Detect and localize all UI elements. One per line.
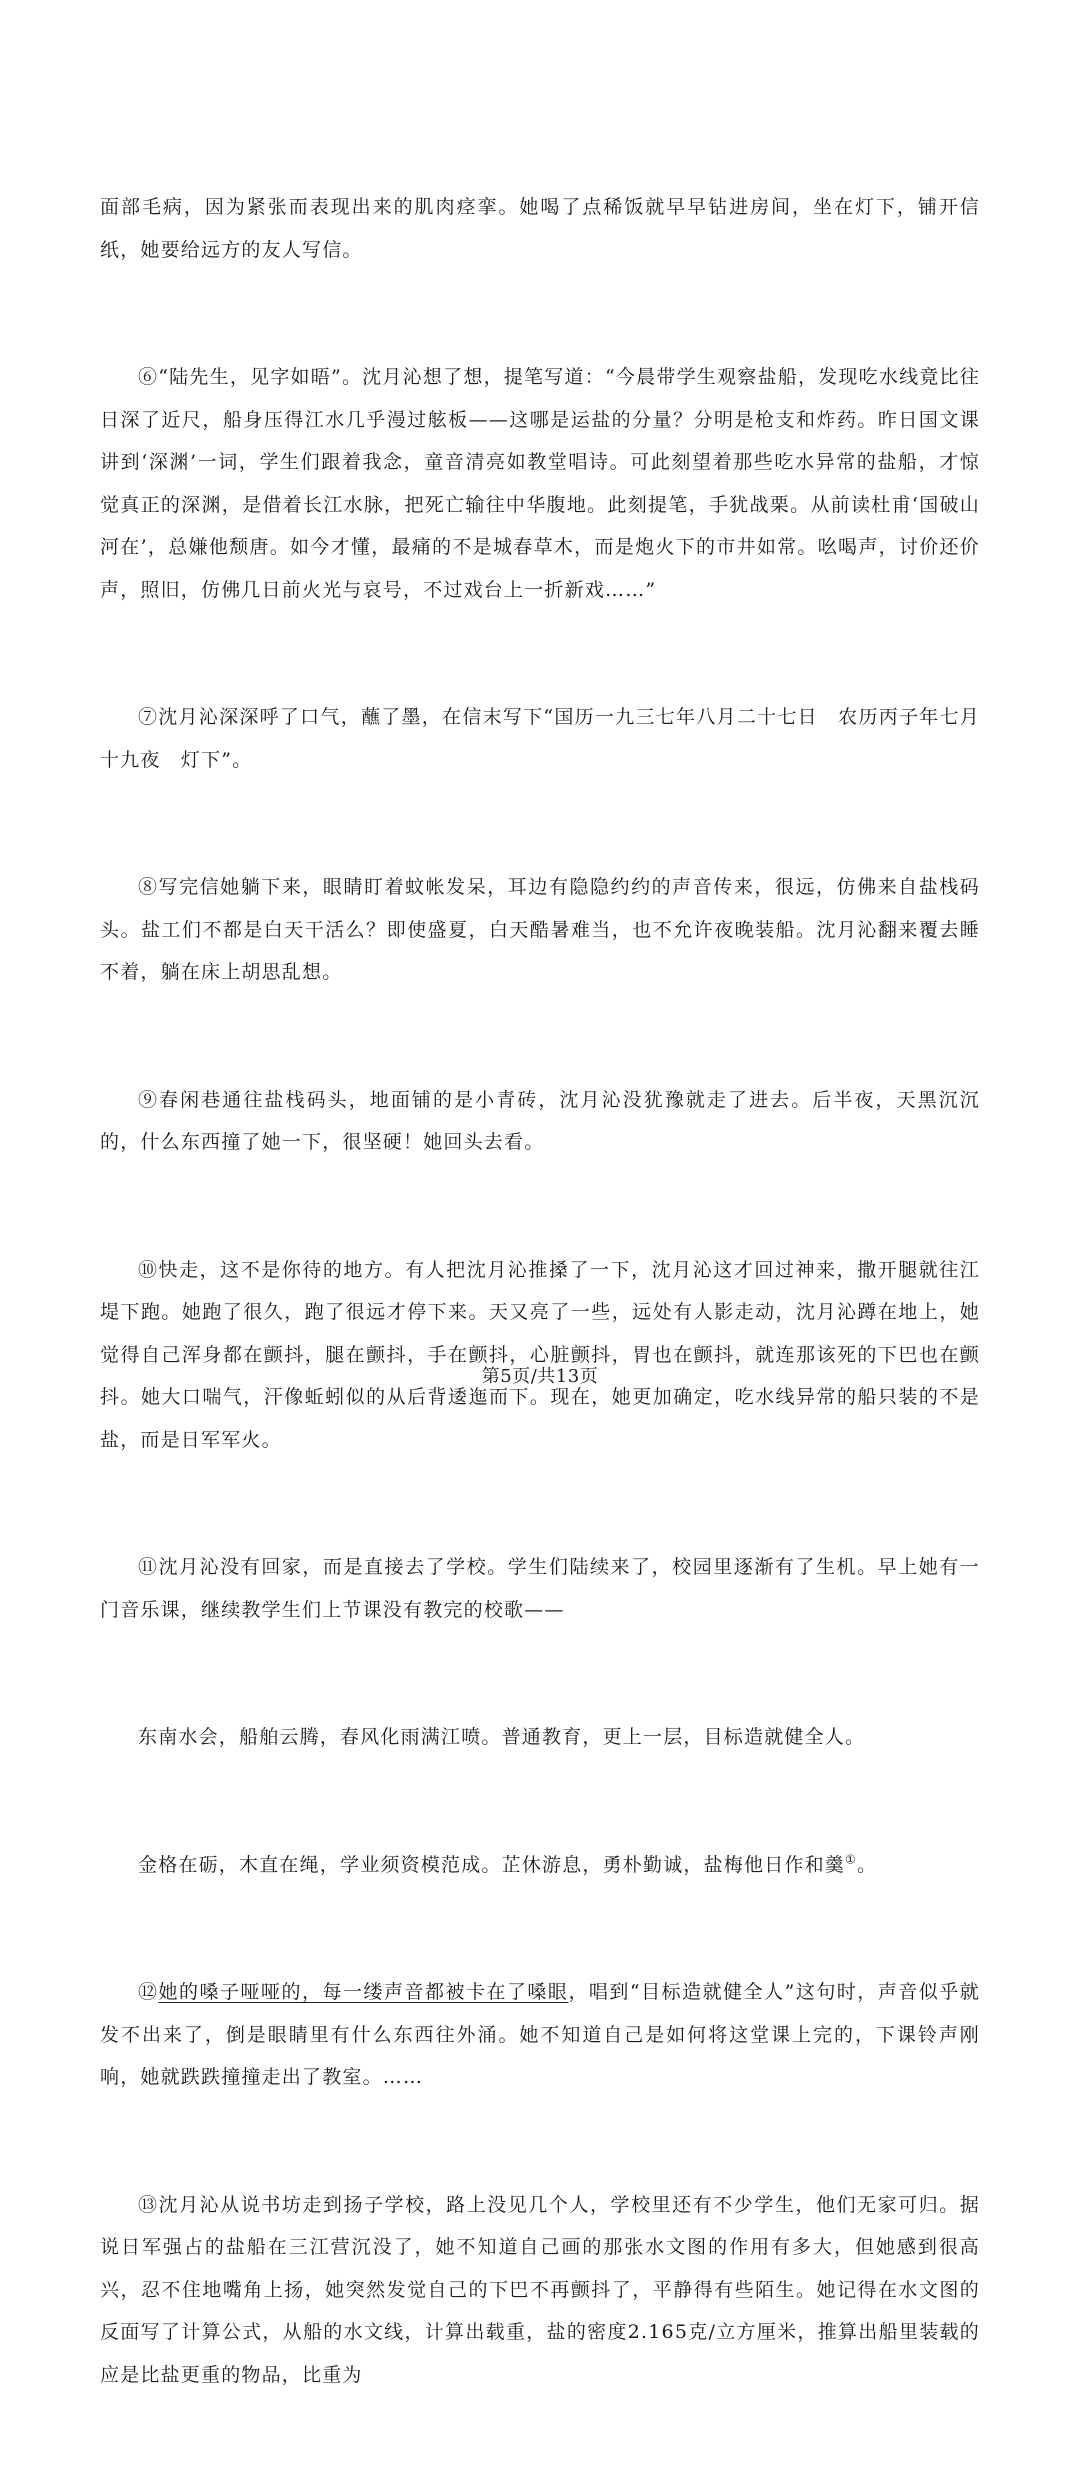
school-song-line-2-end: 。 bbox=[856, 1853, 878, 1876]
paragraph-9: ⑨春闲巷通往盐栈码头，地面铺的是小青砖，沈月沁没犹豫就走了进去。后半夜，天黑沉沉的，什么东西撞了她一下，很坚硬！她回头去看。 bbox=[100, 1088, 980, 1153]
paragraph-12-number: ⑫ bbox=[138, 1981, 159, 2003]
paragraph-12-rest: ，唱到“目标造就健全人”这句时，声音似乎就发不出来了，倒是眼睛里有什么东西往外涌。她不知道自己是如何将这堂课上完的，下课铃声刚响，她就跌跌撞撞走出了教室。…… bbox=[100, 1981, 980, 2088]
paragraph-11: ⑪沈月沁没有回家，而是直接去了学校。学生们陆续来了，校园里逐渐有了生机。早上她有一门音乐课，继续教学生们上节课没有教完的校歌—— bbox=[100, 1556, 980, 1621]
paragraph-12 bbox=[100, 1971, 980, 2099]
paragraph-6: ⑥“陆先生，见字如晤”。沈月沁想了想，提笔写道：“今晨带学生观察盐船，发现吃水线竟比往日深了近尺，船身压得江水几乎漫过舷板——这哪是运盐的分量？分明是枪支和炸药。昨日国文课讲到‘深渊’一词，学生们跟着我念，童音清亮如教堂唱诗。可此刻望着那些吃水异常的盐船，才惊觉真正的深渊，是借着长江水脉，把死亡输往中华腹地。此刻提笔，手犹战栗。从前读杜甫‘国破山河在’，总嫌他颓唐。如今才懂，最痛的不是城春草木，而是炮火下的市井如常。吆喝声，讨价还价声，照旧，仿佛几日前火光与哀号，不过戏台上一折新戏……” bbox=[100, 366, 980, 601]
footnote-marker: ① bbox=[845, 1852, 857, 1867]
paragraph-13: ⑬沈月沁从说书坊走到扬子学校，路上没见几个人，学校里还有不少学生，他们无家可归。据说日军强占的盐船在三江营沉没了，她不知道自己画的那张水文图的作用有多大，但她感到很高兴，忍不住地嘴角上扬，她突然发觉自己的下巴不再颤抖了，平静得有些陌生。她记得在水文图的反面写了计算公式，从船的水文线，计算出载重，盐的密度2.165克/立方厘米，推算出船里装载的应是比盐更重的物品，比重为 bbox=[100, 2193, 980, 2386]
school-song-line-1: 东南水会，船舶云腾，春风化雨满江喷。普通教育，更上一层，目标造就健全人。 bbox=[138, 1726, 866, 1748]
paragraph-8: ⑧写完信她躺下来，眼睛盯着蚊帐发呆，耳边有隐隐约约的声音传来，很远，仿佛来自盐栈码头。盐工们不都是白天干活么？即使盛夏，白天酷暑难当，也不允许夜晚装船。沈月沁翻来覆去睡不着，躺在床上胡思乱想。 bbox=[100, 876, 980, 983]
paragraph-5-continued: 面部毛病，因为紧张而表现出来的肌肉痉挛。她喝了点稀饭就早早钻进房间，坐在灯下，铺开信纸，她要给远方的友人写信。 bbox=[100, 196, 980, 261]
school-song-line-2 bbox=[100, 1844, 980, 1887]
body-text bbox=[100, 101, 980, 2481]
paragraph-7: ⑦沈月沁深深呼了口气，蘸了墨，在信末写下“国历一九三七年八月二十七日 农历丙子年七月十九夜 灯下”。 bbox=[100, 706, 980, 771]
page-number-footer: 第5页/共13页 bbox=[481, 1366, 599, 1387]
paragraph-12-underlined-sentence: 她的嗓子哑哑的，每一缕声音都被卡在了嗓眼 bbox=[158, 1981, 569, 2003]
paragraph-10: ⑩快走，这不是你待的地方。有人把沈月沁推搡了一下，沈月沁这才回过神来，撒开腿就往江堤下跑。她跑了很久，跑了很远才停下来。天又亮了一些，远处有人影走动，沈月沁蹲在地上，她觉得自己浑身都在颤抖，腿在颤抖，手在颤抖，心脏颤抖，胃也在颤抖，就连那该死的下巴也在颤抖。她大口喘气，汗像蚯蚓似的从后背逶迤而下。现在，她更加确定，吃水线异常的船只装的不是盐，而是日军军火。 bbox=[100, 1258, 980, 1451]
school-song-line-2-text: 金格在砺，木直在绳，学业须资模范成。芷休游息，勇朴勤诚，盐梅他日作和羹 bbox=[138, 1853, 846, 1876]
